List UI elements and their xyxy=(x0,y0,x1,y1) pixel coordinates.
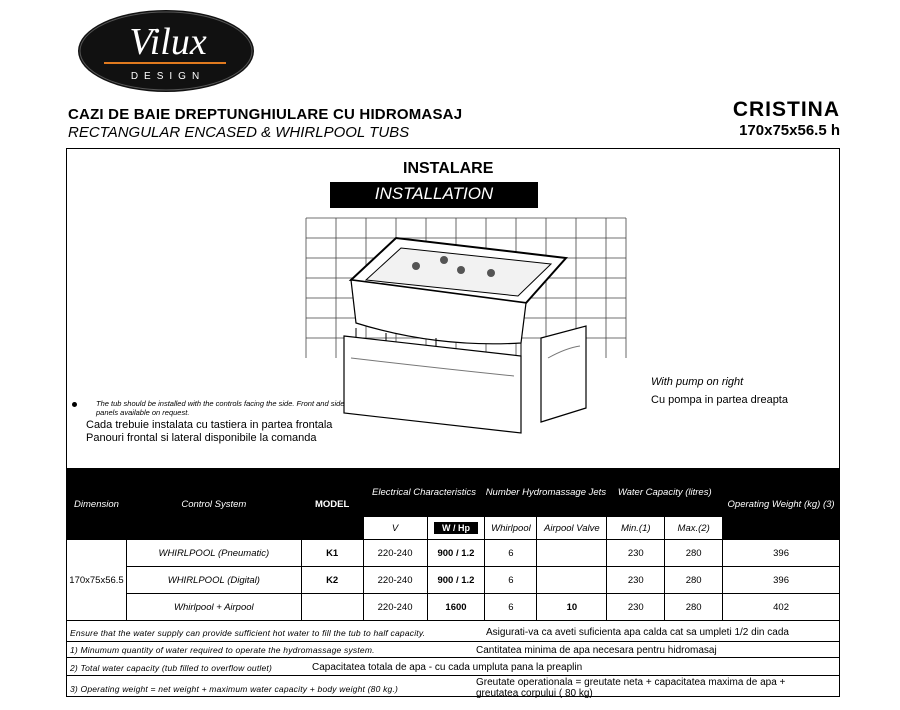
airpool-cell: 10 xyxy=(537,594,607,621)
header-model: MODEL xyxy=(301,469,363,540)
footnote-3-ro xyxy=(476,677,785,699)
installation-title-ro: INSTALARE xyxy=(403,160,494,177)
specification-table xyxy=(66,468,840,621)
header-control-system: Control System xyxy=(126,469,301,540)
min-cell: 230 xyxy=(607,594,665,621)
control-system-cell: Whirlpool + Airpool xyxy=(126,594,301,621)
header-electrical: Electrical Characteristics xyxy=(363,469,485,517)
voltage-cell: 220-240 xyxy=(363,567,427,594)
control-system-cell: WHIRLPOOL (Digital) xyxy=(126,567,301,594)
max-cell: 280 xyxy=(665,594,723,621)
installation-note-en: The tub should be installed with the controls facing the side. Front and side panels available on request. xyxy=(96,399,345,417)
model-cell xyxy=(301,594,363,621)
weight-cell: 396 xyxy=(723,567,840,594)
whirlpool-cell: 6 xyxy=(485,594,537,621)
header-whp-label: W / Hp xyxy=(434,522,478,534)
header-whirlpool: Whirlpool xyxy=(485,517,537,540)
note-bullet xyxy=(72,402,77,407)
header-min: Min.(1) xyxy=(607,517,665,540)
footnote-divider xyxy=(66,675,840,676)
footnote-1-en: 1) Minumum quantity of water required to operate the hydromassage system. xyxy=(70,645,375,655)
installation-title-en: INSTALLATION xyxy=(330,182,538,208)
control-system-cell: WHIRLPOOL (Pneumatic) xyxy=(126,540,301,567)
logo-name: Vilux xyxy=(129,21,207,63)
min-cell: 230 xyxy=(607,540,665,567)
footnote-2-en: 2) Total water capacity (tub filled to overflow outlet) xyxy=(70,663,273,673)
voltage-cell: 220-240 xyxy=(363,594,427,621)
airpool-cell xyxy=(537,540,607,567)
title-romanian: CAZI DE BAIE DREPTUNGHIULARE CU HIDROMASAJ xyxy=(68,106,463,123)
title-english: RECTANGULAR ENCASED & WHIRLPOOL TUBS xyxy=(68,124,410,141)
footnote-supply-ro: Asigurati-va ca aveti suficienta apa calda cat sa umpleti 1/2 din cada xyxy=(486,627,789,638)
model-cell: K1 xyxy=(301,540,363,567)
logo-tagline: DESIGN xyxy=(130,71,206,82)
header-water-capacity: Water Capacity (litres) xyxy=(607,469,723,517)
footnote-3-en: 3) Operating weight = net weight + maximum water capacity + body weight (80 kg.) xyxy=(70,684,399,694)
footnote-3-ro-line2: greutatea corpului ( 80 kg) xyxy=(476,688,593,699)
header-whp xyxy=(427,517,485,540)
header-operating-weight: Operating Weight (kg) (3) xyxy=(723,469,840,540)
voltage-cell: 220-240 xyxy=(363,540,427,567)
footnote-1-ro: Cantitatea minima de apa necesara pentru hidromasaj xyxy=(476,645,717,656)
whirlpool-cell: 6 xyxy=(485,540,537,567)
whirlpool-cell: 6 xyxy=(485,567,537,594)
installation-note-ro xyxy=(86,419,356,445)
header-dimension: Dimension xyxy=(67,469,127,540)
installation-note-ro-line2: Panouri frontal si lateral disponibile la comanda xyxy=(86,432,317,444)
footnote-divider xyxy=(66,641,840,642)
pump-note-en: With pump on right xyxy=(651,376,744,388)
pump-note-ro: Cu pompa in partea dreapta xyxy=(651,394,788,406)
min-cell: 230 xyxy=(607,567,665,594)
header-airpool: Airpool Valve xyxy=(537,517,607,540)
footnote-3-ro-line1: Greutate operationala = greutate neta + capacitatea maxima de apa + xyxy=(476,677,786,688)
footnote-divider xyxy=(66,657,840,658)
table-row xyxy=(67,594,840,621)
dimension-cell: 170x75x56.5 xyxy=(67,540,127,621)
header-max: Max.(2) xyxy=(665,517,723,540)
whp-cell: 900 / 1.2 xyxy=(427,540,485,567)
whp-cell: 1600 xyxy=(427,594,485,621)
header-jets: Number Hydromassage Jets xyxy=(485,469,607,517)
table-row xyxy=(67,567,840,594)
header-voltage: V xyxy=(363,517,427,540)
max-cell: 280 xyxy=(665,540,723,567)
model-name: CRISTINA xyxy=(732,98,840,121)
airpool-cell xyxy=(537,567,607,594)
max-cell: 280 xyxy=(665,567,723,594)
vilux-design-logo xyxy=(76,8,256,94)
weight-cell: 402 xyxy=(723,594,840,621)
footnote-2-ro: Capacitatea totala de apa - cu cada umpluta pana la preaplin xyxy=(312,662,583,673)
weight-cell: 396 xyxy=(723,540,840,567)
tub-dimensions: 170x75x56.5 h xyxy=(739,122,840,139)
table-row xyxy=(67,540,840,567)
installation-note-ro-line1: Cada trebuie instalata cu tastiera in partea frontala xyxy=(86,419,333,431)
whp-cell: 900 / 1.2 xyxy=(427,567,485,594)
model-cell: K2 xyxy=(301,567,363,594)
footnote-supply-en: Ensure that the water supply can provide sufficient hot water to fill the tub to half capacity. xyxy=(70,628,426,638)
